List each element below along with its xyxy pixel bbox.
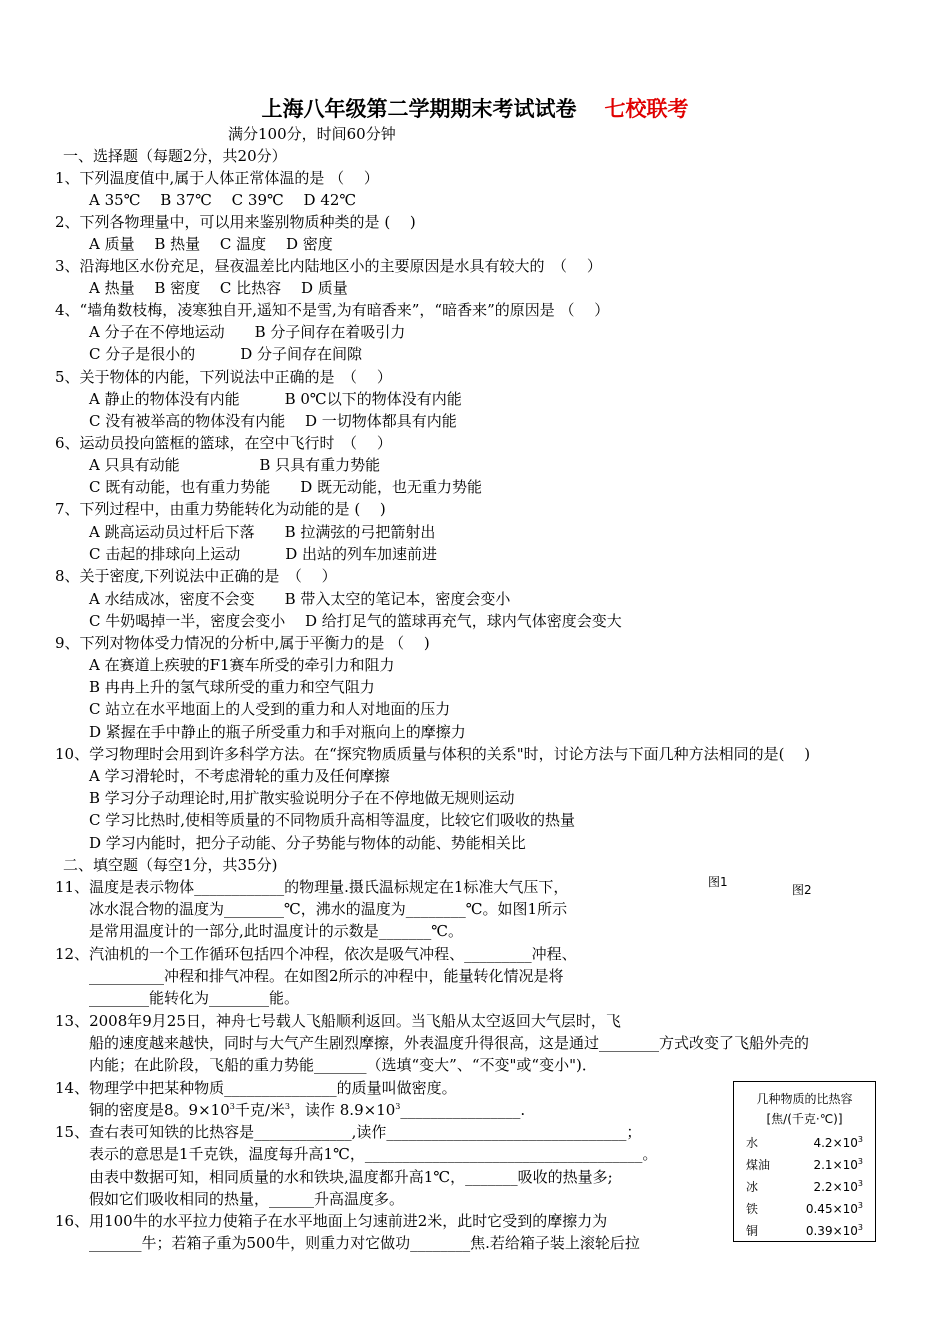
question-line: 是常用温度计的一部分,此时温度计的示数是_______℃。 [89, 922, 464, 940]
option-line: A 分子在不停地运动 B 分子间存在着吸引力 [89, 323, 406, 341]
specific-heat-table [733, 1081, 876, 1242]
q14-text: 千克/米 [234, 1101, 285, 1119]
question-line: 9、下列对物体受力情况的分析中,属于平衡力的是 （ ) [55, 634, 430, 652]
question-line: 假如它们吸收相同的热量，______升高温度多。 [89, 1190, 405, 1208]
exam-subtitle: 满分100分，时间60分钟 [228, 125, 396, 143]
question-line: 16、用100牛的水平拉力使箱子在水平地面上匀速前进2米，此时它受到的摩擦力为 [55, 1212, 608, 1230]
table-row [746, 1177, 863, 1197]
option-line: D 学习内能时，把分子动能、分子势能与物体的动能、势能相关比 [89, 834, 526, 852]
question-line: 12、汽油机的一个工作循环包括四个冲程，依次是吸气冲程、_________冲程、 [55, 945, 577, 963]
specific-heat-value: $2.1\times 10^3$ [813, 1157, 863, 1172]
question-line: __________冲程和排气冲程。在如图2所示的冲程中，能量转化情况是将 [89, 967, 564, 985]
option-line: C 没有被举高的物体没有内能 D 一切物体都具有内能 [89, 412, 457, 430]
question-line: 6、运动员投向篮框的篮球，在空中飞行时 （ ） [55, 434, 392, 452]
exponent: 3 [229, 1102, 235, 1111]
substance-name: 铁 [746, 1202, 759, 1216]
option-line: A 跳高运动员过杆后下落 B 拉满弦的弓把箭射出 [89, 523, 436, 541]
option-line: A 热量 B 密度 C 比热容 D 质量 [89, 279, 348, 297]
question-line: 14、物理学中把某种物质_______________的质量叫做密度。 [55, 1079, 457, 1097]
q14-text: 铜的密度是8。9×10 [89, 1101, 230, 1119]
option-line: A 只具有动能 B 只具有重力势能 [89, 456, 381, 474]
option-line: A 学习滑轮时，不考虑滑轮的重力及任何摩擦 [89, 767, 390, 785]
specific-heat-value: $0.39\times 10^3$ [805, 1223, 863, 1238]
figure-1-label: 图1 [708, 875, 728, 889]
option-line: D 紧握在手中静止的瓶子所受重力和手对瓶向上的摩擦力 [89, 723, 466, 741]
answer-blank: ________________. [400, 1101, 526, 1119]
question-line: 2、下列各物理量中，可以用来鉴别物质种类的是 ( ) [55, 213, 416, 231]
table-caption-unit: [焦/(千克·℃)] [766, 1112, 843, 1126]
question-line: _______牛；若箱子重为500牛，则重力对它做功________焦.若给箱子装上滚轮后拉 [89, 1234, 640, 1252]
question-line: 13、2008年9月25日，神舟七号载人飞船顺利返回。当飞船从太空返回大气层时，飞 [55, 1012, 621, 1030]
substance-name: 水 [746, 1136, 759, 1150]
option-line: C 既有动能，也有重力势能 D 既无动能，也无重力势能 [89, 478, 483, 496]
question-line: 1、下列温度值中,属于人体正常体温的是 （ ） [55, 169, 379, 187]
table-caption-title: 几种物质的比热容 [756, 1092, 853, 1106]
question-line: 3、沿海地区水份充足，昼夜温差比内陆地区小的主要原因是水具有较大的 （ ） [55, 257, 602, 275]
question-line [89, 1100, 525, 1120]
option-line: C 牛奶喝掉一半，密度会变小 D 给打足气的篮球再充气，球内气体密度会变大 [89, 612, 622, 630]
q14-text: ，读作 8.9×10 [290, 1101, 396, 1119]
question-line: 8、关于密度,下列说法中正确的是 （ ） [55, 567, 337, 585]
option-line: A 静止的物体没有内能 B 0℃以下的物体没有内能 [89, 390, 462, 408]
substance-name: 煤油 [746, 1158, 771, 1172]
substance-name: 冰 [746, 1180, 759, 1194]
table-row [746, 1221, 863, 1241]
question-line: 7、下列过程中，由重力势能转化为动能的是 ( ) [55, 500, 386, 518]
question-line: 内能；在此阶段，飞船的重力势能_______（选填“变大”、“不变"或“变小")． [89, 1056, 597, 1074]
option-line: A 35℃ B 37℃ C 39℃ D 42℃ [89, 191, 357, 209]
section-fill-heading: 二、填空题（每空1分，共35分) [63, 856, 278, 874]
question-line: 船的速度越来越快，同时与大气产生剧烈摩擦，外表温度升得很高，这是通过________方式改变了飞船外壳的 [89, 1034, 810, 1052]
option-line: C 分子是很小的 D 分子间存在间隙 [89, 345, 363, 363]
question-line: 5、关于物体的内能，下列说法中正确的是 （ ） [55, 368, 392, 386]
page-title [0, 93, 950, 123]
question-line: 由表中数据可知，相同质量的水和铁块,温度都升高1℃，_______吸收的热量多; [89, 1168, 613, 1186]
exponent: 3 [284, 1102, 290, 1111]
option-line: B 冉冉上升的氢气球所受的重力和空气阻力 [89, 678, 375, 696]
figure-2-label: 图2 [792, 883, 812, 897]
exam-tag: 七校联考 [604, 96, 689, 121]
option-line: C 站立在水平地面上的人受到的重力和人对地面的压力 [89, 700, 451, 718]
question-line: 表示的意思是1千克铁，温度每升高1℃，_____________________________________。 [89, 1145, 658, 1163]
specific-heat-value: $0.45\times 10^3$ [805, 1201, 863, 1216]
question-line: 11、温度是表示物体____________的物理量.摄氏温标规定在1标准大气压下， [55, 878, 569, 896]
exponent: 3 [395, 1102, 401, 1111]
question-line: 15、查右表可知铁的比热容是_____________,读作________________________________； [55, 1123, 642, 1141]
option-line: C 学习比热时,使相等质量的不同物质升高相等温度，比较它们吸收的热量 [89, 811, 576, 829]
option-line: C 击起的排球向上运动 D 出站的列车加速前进 [89, 545, 438, 563]
specific-heat-value: $4.2\times 10^3$ [813, 1135, 863, 1150]
table-caption [734, 1089, 875, 1129]
table-row [746, 1133, 863, 1153]
section-choice-heading: 一、选择题（每题2分，共20分） [63, 147, 287, 165]
question-line: 4、“墙角数枝梅，凌寒独自开,遥知不是雪,为有暗香来”，“暗香来”的原因是 （ ） [55, 301, 610, 319]
specific-heat-value: $2.2\times 10^3$ [813, 1179, 863, 1194]
table-row [746, 1199, 863, 1219]
question-line: 冰水混合物的温度为________℃，沸水的温度为________℃。如图1所示 [89, 900, 568, 918]
option-line: A 在赛道上疾驶的F1赛车所受的牵引力和阻力 [89, 656, 395, 674]
substance-name: 铜 [746, 1224, 759, 1238]
option-line: A 水结成冰，密度不会变 B 带入太空的笔记本，密度会变小 [89, 590, 511, 608]
option-line: A 质量 B 热量 C 温度 D 密度 [89, 235, 333, 253]
table-row [746, 1155, 863, 1175]
exam-title: 上海八年级第二学期期末考试试卷 [261, 96, 577, 121]
question-line: 10、学习物理时会用到许多科学方法。在“探究物质质量与体积的关系"时，讨论方法与下面几种方法相同的是( ) [55, 745, 811, 763]
option-line: B 学习分子动理论时,用扩散实验说明分子在不停地做无规则运动 [89, 789, 515, 807]
question-line: ________能转化为________能。 [89, 989, 300, 1007]
